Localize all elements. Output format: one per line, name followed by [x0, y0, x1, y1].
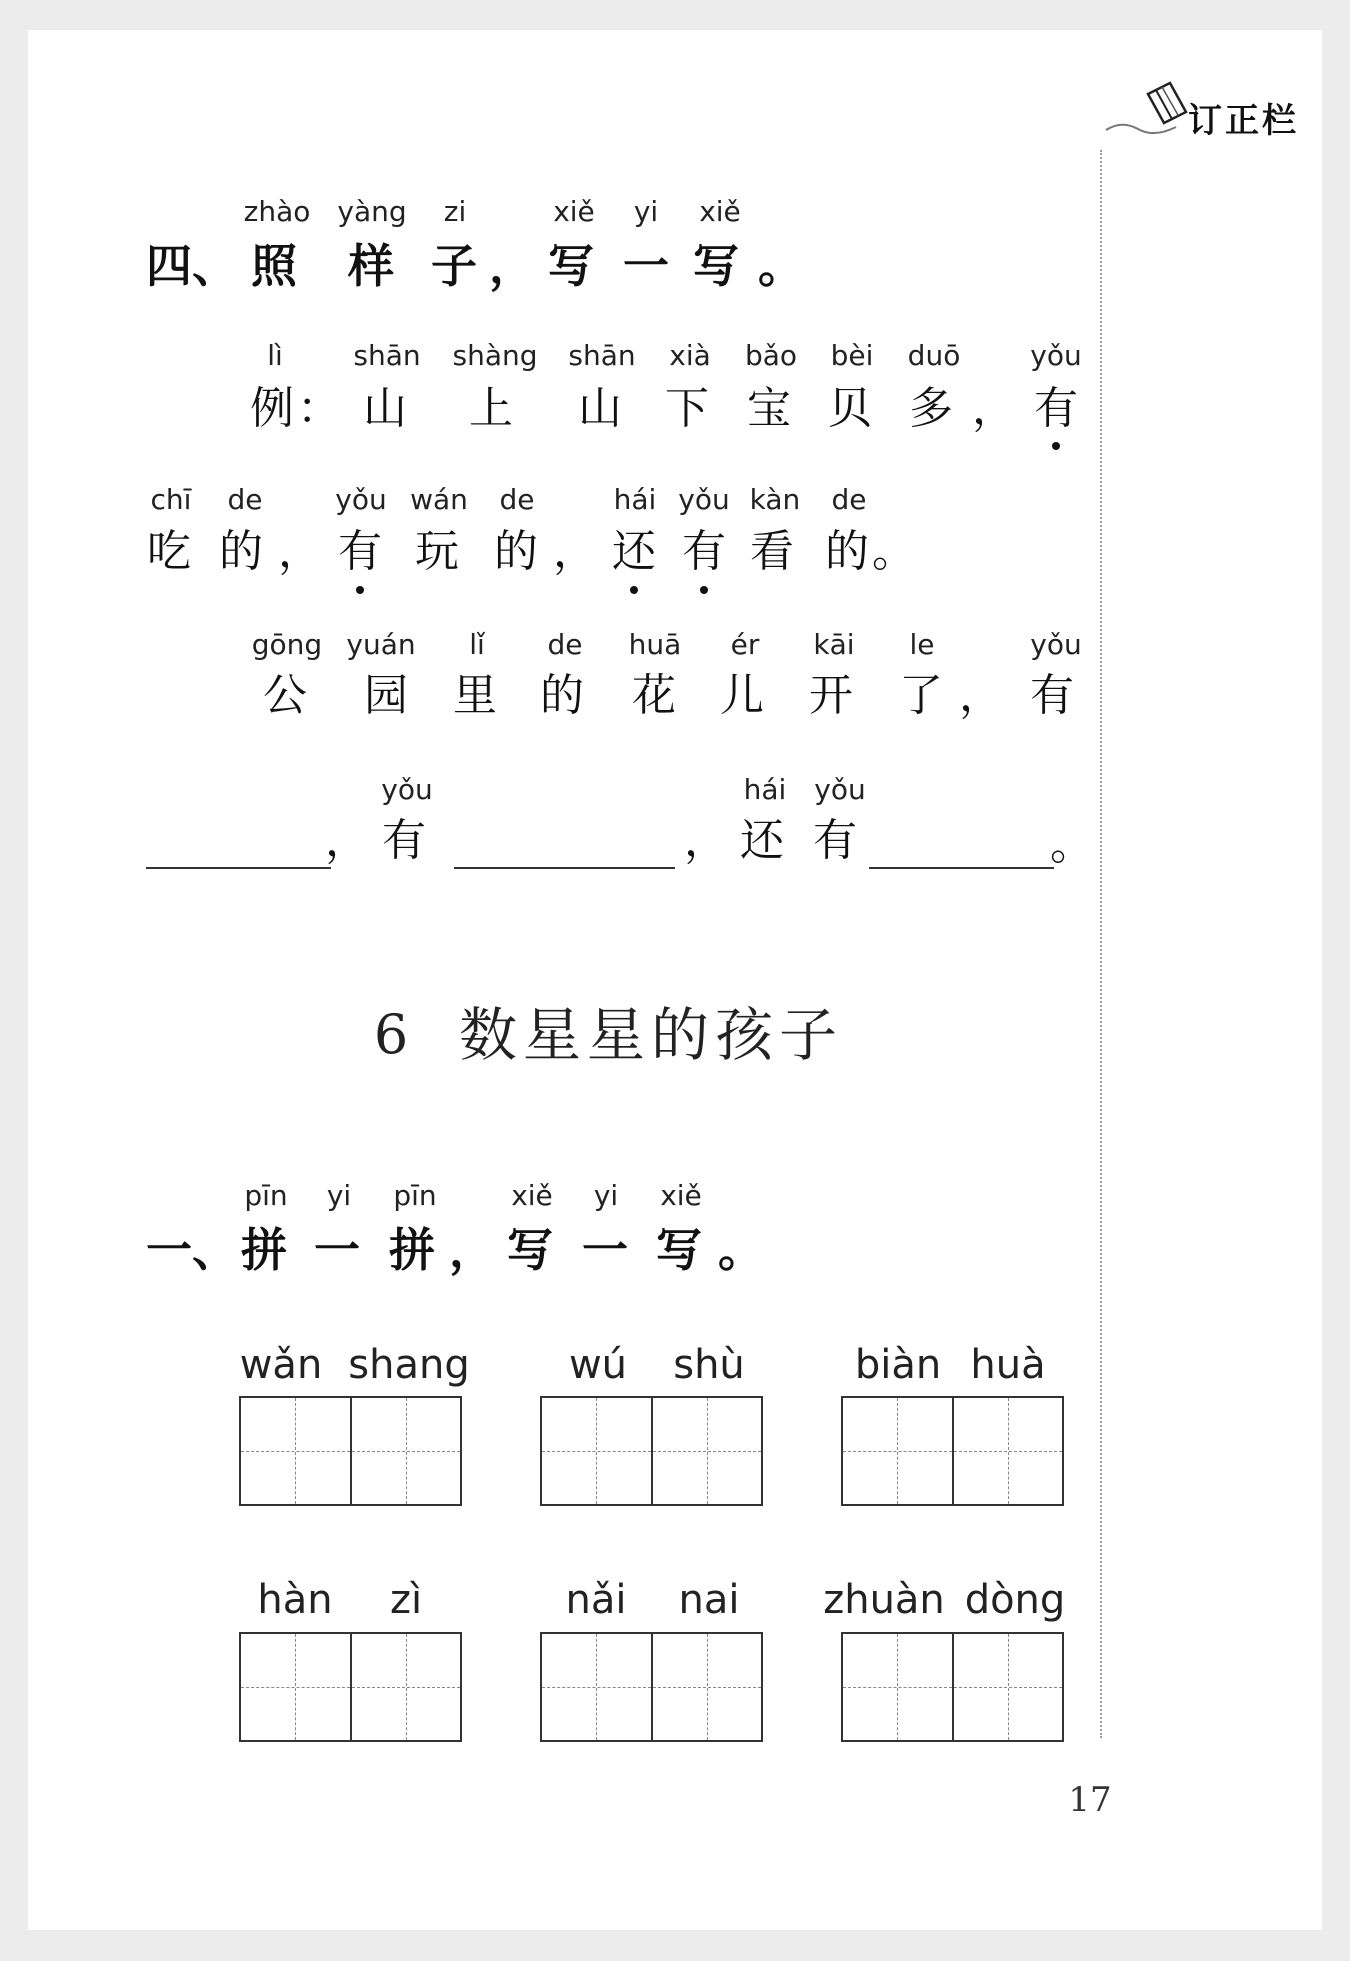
grid-cell[interactable]	[843, 1634, 952, 1740]
pinyin: xiě	[699, 195, 741, 228]
hanzi: 儿	[720, 670, 764, 721]
punctuation: ，	[553, 526, 597, 577]
pinyin: pīn	[393, 1179, 437, 1212]
pinyin: shān	[568, 339, 636, 372]
example-label: 例	[250, 383, 294, 434]
pinyin-label: zhuàn	[823, 1577, 945, 1623]
hanzi: 写	[656, 1223, 702, 1277]
pinyin: de	[499, 483, 535, 516]
pinyin: zhào	[243, 195, 311, 228]
pinyin: de	[227, 483, 263, 516]
pinyin: ér	[730, 628, 760, 661]
hanzi: 下	[665, 383, 709, 434]
hanzi-emphasized: 有	[338, 526, 382, 577]
pinyin: shàng	[452, 339, 538, 372]
punctuation: 。	[872, 526, 916, 577]
pinyin: chī	[150, 483, 192, 516]
pinyin: yǒu	[381, 773, 433, 806]
hanzi-emphasized: 还	[612, 526, 656, 577]
hanzi-emphasized: 有	[682, 526, 726, 577]
hanzi: 看	[750, 526, 794, 577]
pinyin-label: shang	[348, 1342, 470, 1388]
pinyin: hái	[743, 773, 787, 806]
pinyin: yǒu	[335, 483, 387, 516]
pinyin: xiě	[553, 195, 595, 228]
hanzi: 一	[623, 239, 669, 293]
writing-grid	[239, 1396, 462, 1506]
grid-cell[interactable]	[952, 1398, 1063, 1504]
hanzi: 山	[578, 383, 622, 434]
lesson-number: 6	[373, 1003, 409, 1066]
pinyin: bèi	[830, 339, 874, 372]
grid-cell[interactable]	[241, 1634, 350, 1740]
hanzi: 吃	[147, 526, 191, 577]
writing-grid	[540, 1396, 763, 1506]
pinyin-label: wǎn	[239, 1342, 323, 1388]
pinyin: bǎo	[744, 339, 798, 372]
hanzi: 了	[899, 670, 943, 721]
pinyin: xiě	[660, 1179, 702, 1212]
pinyin-label: shù	[673, 1342, 745, 1388]
hanzi: 的	[825, 526, 869, 577]
pinyin: de	[547, 628, 583, 661]
hanzi: 子	[431, 239, 477, 293]
punctuation: ，	[449, 1223, 495, 1277]
grid-cell[interactable]	[241, 1398, 350, 1504]
pinyin: wán	[410, 483, 468, 516]
grid-cell[interactable]	[843, 1398, 952, 1504]
pinyin: lì	[267, 339, 283, 372]
pinyin-label: huà	[970, 1342, 1046, 1388]
pinyin: shān	[353, 339, 421, 372]
grid-cell[interactable]	[542, 1634, 651, 1740]
hanzi: 照	[251, 239, 297, 293]
hanzi: 写	[693, 239, 739, 293]
emphasis-dot	[630, 586, 638, 594]
hanzi: 山	[363, 383, 407, 434]
pinyin: zi	[443, 195, 467, 228]
hanzi: 贝	[828, 383, 872, 434]
hanzi: 的	[219, 526, 263, 577]
pinyin: de	[831, 483, 867, 516]
hanzi: 一	[314, 1223, 360, 1277]
hanzi-emphasized: 有	[1034, 383, 1078, 434]
pinyin: yàng	[337, 195, 407, 228]
correction-column-label: 订正栏	[1188, 101, 1299, 141]
hanzi: 上	[469, 383, 513, 434]
pinyin: yi	[593, 1179, 619, 1212]
pinyin: yǒu	[814, 773, 866, 806]
hanzi: 花	[632, 670, 676, 721]
pinyin-label: nai	[678, 1577, 740, 1623]
emphasis-dot	[1052, 442, 1060, 450]
grid-cell[interactable]	[952, 1634, 1063, 1740]
pinyin: huā	[628, 628, 682, 661]
pinyin-label: biàn	[854, 1342, 942, 1388]
pinyin-label: zì	[389, 1577, 423, 1623]
hanzi: 写	[548, 239, 594, 293]
grid-cell[interactable]	[350, 1398, 461, 1504]
hanzi: 拼	[389, 1223, 435, 1277]
hanzi: 公	[263, 670, 307, 721]
pinyin: xià	[669, 339, 711, 372]
grid-cell[interactable]	[542, 1398, 651, 1504]
page-number: 17	[1068, 1780, 1112, 1820]
punctuation: ，	[972, 383, 1016, 434]
pinyin: yi	[633, 195, 659, 228]
pinyin: yi	[326, 1179, 352, 1212]
hanzi: 一	[582, 1223, 628, 1277]
pinyin: gōng	[251, 628, 323, 661]
answer-blank[interactable]	[454, 867, 675, 869]
hanzi: 园	[364, 670, 408, 721]
pinyin: kàn	[749, 483, 801, 516]
pinyin: pīn	[244, 1179, 288, 1212]
pinyin: lǐ	[469, 628, 485, 661]
pinyin-label: nǎi	[565, 1577, 627, 1623]
pinyin-label: hàn	[257, 1577, 333, 1623]
grid-cell[interactable]	[350, 1634, 461, 1740]
punctuation: 。	[1050, 819, 1094, 870]
emphasis-dot	[700, 586, 708, 594]
emphasis-dot	[356, 586, 364, 594]
pinyin: kāi	[813, 628, 855, 661]
pinyin-label: dòng	[964, 1577, 1066, 1623]
punctuation: 。	[758, 239, 804, 293]
pinyin: xiě	[511, 1179, 553, 1212]
punctuation: ，	[278, 526, 322, 577]
writing-grid	[239, 1632, 462, 1742]
eraser-body	[1148, 83, 1186, 123]
hanzi: 有	[813, 815, 857, 866]
hanzi: 的	[540, 670, 584, 721]
lesson-title: 数星星的孩子	[459, 1001, 844, 1069]
punctuation: ，	[325, 815, 369, 866]
punctuation: ：	[297, 383, 341, 434]
pinyin: yuán	[346, 628, 416, 661]
hanzi: 写	[507, 1223, 553, 1277]
eraser-icon	[1104, 80, 1188, 136]
pinyin: duō	[907, 339, 961, 372]
pinyin: yǒu	[1030, 628, 1082, 661]
writing-grid	[540, 1632, 763, 1742]
hanzi: 开	[809, 670, 853, 721]
answer-blank[interactable]	[869, 867, 1054, 869]
pinyin: yǒu	[678, 483, 730, 516]
hanzi: 有	[382, 815, 426, 866]
eraser-swoosh	[1106, 125, 1176, 133]
hanzi: 还	[740, 815, 784, 866]
hanzi: 的	[494, 526, 538, 577]
pinyin: yǒu	[1030, 339, 1082, 372]
grid-cell[interactable]	[651, 1634, 762, 1740]
pinyin: le	[909, 628, 935, 661]
grid-cell[interactable]	[651, 1398, 762, 1504]
hanzi: 里	[453, 670, 497, 721]
hanzi: 拼	[241, 1223, 287, 1277]
answer-blank[interactable]	[146, 867, 331, 869]
writing-grid	[841, 1396, 1064, 1506]
hanzi: 有	[1030, 670, 1074, 721]
hanzi: 宝	[747, 383, 791, 434]
punctuation: 。	[718, 1223, 764, 1277]
punctuation: ，	[684, 815, 728, 866]
pinyin-label: wú	[568, 1342, 628, 1388]
punctuation: ，	[959, 670, 1003, 721]
hanzi: 多	[909, 383, 953, 434]
hanzi: 玩	[415, 526, 459, 577]
exercise-number: 一、	[146, 1223, 238, 1277]
hanzi: 样	[348, 239, 394, 293]
punctuation: ，	[489, 239, 535, 293]
writing-grid	[841, 1632, 1064, 1742]
correction-column-divider	[1100, 150, 1102, 1738]
pinyin: hái	[613, 483, 657, 516]
exercise-number: 四、	[146, 239, 238, 293]
